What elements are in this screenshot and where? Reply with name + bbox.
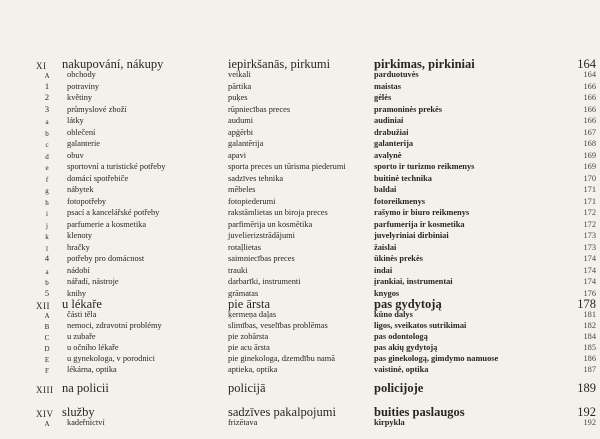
item-title-lv: pie ginekologa, dzemdību namā xyxy=(228,354,335,363)
item-title-lt: kirpykla xyxy=(374,418,405,427)
item-marker: 4 xyxy=(44,254,50,263)
item-title-lt: pas odontologą xyxy=(374,332,428,341)
item-title-cz: parfumerie a kosmetika xyxy=(67,219,147,229)
item-title-lv: galantērija xyxy=(228,139,264,148)
section-title-cz: na policii xyxy=(62,381,109,395)
item-title-lt: buitinė technika xyxy=(374,173,432,183)
item-title-lv: sadzīves tehnika xyxy=(228,173,284,183)
item-marker: A xyxy=(44,420,50,428)
item-title-lt: parfumerija ir kosmetika xyxy=(374,219,465,229)
section-title-cz: u lékaře xyxy=(62,297,102,311)
item-title-lv: rūpniecības preces xyxy=(228,104,291,114)
item-page: 173 xyxy=(583,242,596,252)
item-title-cz: obuv xyxy=(67,150,84,160)
section-number: XIV xyxy=(36,409,54,419)
item-marker: l xyxy=(46,244,48,253)
item-title-lv: apģērbi xyxy=(228,127,254,137)
item-title-cz: potřeby pro domácnost xyxy=(67,254,145,263)
item-title-lv: sporta preces un tūrisma piederumi xyxy=(228,162,346,171)
item-page: 174 xyxy=(583,277,596,286)
item-title-lv: veikali xyxy=(228,70,251,79)
section-title-lv: policijā xyxy=(228,381,266,395)
item-marker: k xyxy=(45,233,49,241)
item-title-lt: baldai xyxy=(374,185,397,194)
item-marker: c xyxy=(45,141,49,149)
item-title-lt: juvelyriniai dirbiniai xyxy=(374,231,449,240)
item-title-lt: ūkinės prekės xyxy=(374,254,423,263)
section-title-cz: služby xyxy=(62,405,95,419)
item-page: 184 xyxy=(583,332,596,341)
item-marker: C xyxy=(44,334,50,342)
item-page: 169 xyxy=(583,150,596,160)
section-title-lv: sadzīves pakalpojumi xyxy=(228,405,336,419)
item-page: 168 xyxy=(583,139,596,148)
item-title-lt: įrankiai, instrumentai xyxy=(374,277,453,286)
section-title-lv: iepirkšanās, pirkumi xyxy=(228,57,331,71)
item-title-lt: fotoreikmenys xyxy=(374,196,426,206)
item-marker: 5 xyxy=(44,288,50,298)
item-title-lv: parfimērija un kosmētika xyxy=(228,219,313,229)
section-title-lt: policijoje xyxy=(374,381,424,395)
section-title-lt: pas gydytoją xyxy=(374,297,442,311)
item-page: 171 xyxy=(583,185,596,194)
item-marker: b xyxy=(45,279,49,287)
item-page: 172 xyxy=(583,208,596,217)
section-title-lv: pie ārsta xyxy=(228,297,270,311)
item-marker: j xyxy=(46,221,48,230)
item-marker: g xyxy=(45,187,49,195)
item-page: 166 xyxy=(583,116,596,125)
item-title-lt: rašymo ir biuro reikmenys xyxy=(374,208,470,217)
item-title-cz: květiny xyxy=(67,93,93,102)
item-title-cz: nádobí xyxy=(67,265,90,275)
section-page: 189 xyxy=(577,381,596,395)
item-title-lt: indai xyxy=(374,265,393,275)
item-title-lv: juvelierizstrādājumi xyxy=(228,231,295,240)
item-title-cz: lékárna, optika xyxy=(67,365,117,374)
item-marker: F xyxy=(45,367,49,375)
section-page: 192 xyxy=(577,405,596,419)
item-title-cz: obchody xyxy=(67,70,96,79)
item-title-cz: potraviny xyxy=(67,81,100,91)
item-title-lt: maistas xyxy=(374,81,401,91)
item-title-lt: kūno dalys xyxy=(374,310,413,319)
section-page: 164 xyxy=(577,57,596,71)
item-title-lt: žaislai xyxy=(374,242,397,252)
item-marker: h xyxy=(45,198,49,207)
item-title-lv: slimības, veselības problēmas xyxy=(228,321,328,330)
item-title-cz: hračky xyxy=(67,242,90,252)
item-marker: 1 xyxy=(44,81,50,91)
section-page: 178 xyxy=(577,297,596,311)
item-title-lv: pie acu ārsta xyxy=(228,343,270,352)
item-title-cz: nemoci, zdravotní problémy xyxy=(67,321,162,330)
item-page: 185 xyxy=(583,343,596,352)
item-title-cz: domácí spotřebiče xyxy=(67,173,129,183)
item-title-cz: oblečení xyxy=(67,127,96,137)
item-marker: A xyxy=(44,312,50,320)
item-title-lv: rakstāmlietas un biroja preces xyxy=(228,208,328,217)
item-marker: a xyxy=(45,267,49,276)
item-title-lt: audiniai xyxy=(374,116,404,125)
item-marker: 2 xyxy=(44,93,50,102)
item-page: 176 xyxy=(583,288,596,298)
item-title-lt: gėlės xyxy=(374,93,392,102)
item-page: 166 xyxy=(583,93,596,102)
item-title-lt: knygos xyxy=(374,288,400,298)
section-title-lt: pirkimas, pirkiniai xyxy=(374,57,475,71)
section-title-cz: nakupování, nákupy xyxy=(62,57,164,71)
item-title-lv: grāmatas xyxy=(228,288,259,298)
item-marker: B xyxy=(44,323,50,331)
item-title-cz: u očního lékaře xyxy=(67,343,119,352)
item-title-cz: nářadí, nástroje xyxy=(67,277,119,286)
item-title-cz: psací a kancelářské potřeby xyxy=(67,208,160,217)
item-title-lt: pramoninės prekės xyxy=(374,104,443,114)
item-title-lt: vaistinė, optika xyxy=(374,365,429,374)
item-title-lv: apavi xyxy=(228,150,247,160)
item-page: 186 xyxy=(583,354,596,363)
item-marker: D xyxy=(44,345,50,353)
item-title-cz: knihy xyxy=(67,288,87,298)
item-page: 181 xyxy=(583,310,596,319)
item-title-cz: nábytek xyxy=(67,185,94,194)
item-title-lv: darbarīki, instrumenti xyxy=(228,277,301,286)
item-title-lv: puķes xyxy=(228,93,248,102)
item-page: 171 xyxy=(583,196,596,206)
item-title-cz: průmyslové zboží xyxy=(67,104,127,114)
item-marker: b xyxy=(45,129,49,138)
item-marker: f xyxy=(45,175,49,184)
item-page: 166 xyxy=(583,104,596,114)
item-page: 174 xyxy=(583,254,596,263)
item-page: 170 xyxy=(583,173,596,183)
item-title-cz: klenoty xyxy=(67,231,93,240)
item-page: 174 xyxy=(583,265,596,275)
item-page: 166 xyxy=(583,81,596,91)
item-title-lt: pas ginekologą, gimdymo namuose xyxy=(374,354,499,363)
item-title-cz: u zubaře xyxy=(67,332,96,341)
item-title-lt: ligos, sveikatos sutrikimai xyxy=(374,321,467,330)
item-page: 187 xyxy=(583,365,596,374)
item-title-cz: u gynekologa, v porodnici xyxy=(67,354,155,363)
item-title-lv: mēbeles xyxy=(228,185,256,194)
item-title-lv: saimniecības preces xyxy=(228,254,295,263)
item-title-lv: audumi xyxy=(228,116,254,125)
item-title-cz: galanterie xyxy=(67,139,101,148)
item-title-lt: avalynė xyxy=(374,150,402,160)
item-title-lv: aptieka, optika xyxy=(228,365,278,374)
item-title-cz: sportovní a turistické potřeby xyxy=(67,162,166,171)
section-title-lt: buities paslaugos xyxy=(374,405,465,419)
item-page: 167 xyxy=(583,127,596,137)
item-title-lt: parduotuvės xyxy=(374,70,419,79)
item-title-cz: kadeřnictví xyxy=(67,418,105,427)
item-marker: 3 xyxy=(44,104,50,114)
item-title-lt: drabužiai xyxy=(374,127,409,137)
item-title-cz: látky xyxy=(67,116,84,125)
section-number: XII xyxy=(36,301,50,311)
item-page: 173 xyxy=(583,231,596,240)
item-page: 192 xyxy=(583,418,596,427)
item-title-lv: pārtika xyxy=(228,81,252,91)
item-page: 172 xyxy=(583,219,596,229)
item-title-lt: galanterija xyxy=(374,139,414,148)
item-marker: a xyxy=(45,118,49,126)
item-title-lv: rotaļlietas xyxy=(228,242,262,252)
item-title-cz: části těla xyxy=(67,310,97,319)
section-number: XIII xyxy=(36,385,54,395)
item-page: 164 xyxy=(583,70,596,79)
item-marker: e xyxy=(45,164,49,172)
item-marker: i xyxy=(46,210,48,218)
item-title-lv: trauki xyxy=(228,265,248,275)
section-number: XI xyxy=(36,61,47,71)
item-title-lt: pas akių gydytoją xyxy=(374,343,438,352)
item-page: 169 xyxy=(583,162,596,171)
item-marker: A xyxy=(44,72,50,80)
item-title-lv: frizētava xyxy=(228,418,258,427)
item-page: 182 xyxy=(583,321,596,330)
item-title-cz: fotopotřeby xyxy=(67,196,107,206)
item-marker: d xyxy=(45,152,49,161)
item-title-lt: sporto ir turizmo reikmenys xyxy=(374,162,475,171)
item-title-lv: fotopiederumi xyxy=(228,196,276,206)
item-marker: E xyxy=(44,356,50,364)
item-title-lv: pie zobārsta xyxy=(228,332,269,341)
item-title-lv: ķermeņa daļas xyxy=(228,310,277,319)
